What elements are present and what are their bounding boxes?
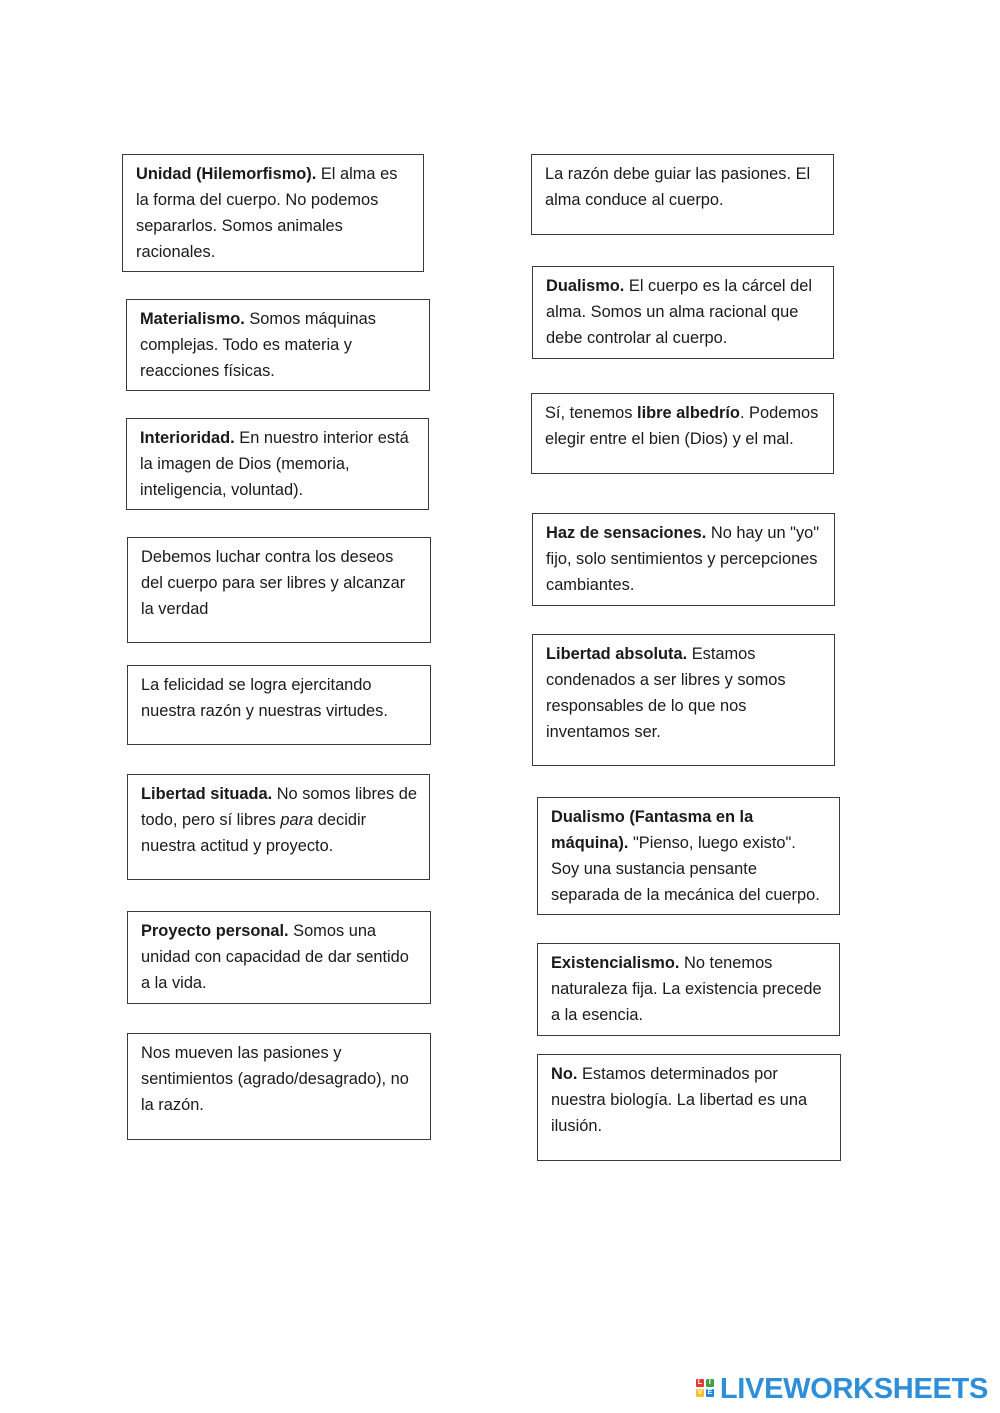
card-text: La razón debe guiar las pasiones. El alma conduce al cuerpo.	[545, 165, 811, 209]
card-text: "Pienso, luego existo". Soy una sustancia pensante separada de la mecánica del cuerpo.	[551, 834, 820, 904]
card-keyword: Existencialismo.	[551, 954, 680, 972]
card-keyword: libre albedrío	[637, 404, 740, 422]
card-keyword: Dualismo.	[546, 277, 625, 295]
card-keyword: Unidad (Hilemorfismo).	[136, 165, 317, 183]
card-text: Estamos determinados por nuestra biología. La libertad es una ilusión.	[551, 1065, 808, 1135]
card-libertad-situada[interactable]	[127, 774, 430, 880]
card-luchar-deseos[interactable]	[127, 537, 431, 643]
logo-wordmark: LIVEWORKSHEETS	[719, 1373, 988, 1405]
card-libre-albedrio[interactable]	[531, 393, 834, 474]
card-text: decidir nuestra actitud y proyecto.	[141, 811, 367, 855]
card-text: No tenemos naturaleza fija. La existencia precede a la esencia.	[551, 954, 822, 1024]
card-felicidad-razon[interactable]	[127, 665, 431, 745]
card-text: Nos mueven las pasiones y sentimientos (agrado/desagrado), no la razón.	[141, 1044, 409, 1114]
card-text: No hay un "yo" fijo, solo sentimientos y percepciones cambiantes.	[546, 524, 820, 594]
card-text: . Podemos elegir entre el bien (Dios) y el mal.	[545, 404, 819, 448]
card-keyword: Libertad situada.	[141, 785, 273, 803]
mark-letter: E	[707, 1389, 713, 1396]
card-razon-pasiones[interactable]	[531, 154, 834, 235]
card-text: El alma es la forma del cuerpo. No podemos separarlos. Somos animales racionales.	[136, 165, 398, 261]
card-haz-sensaciones[interactable]	[532, 513, 835, 606]
card-dualismo-fantasma[interactable]	[537, 797, 840, 915]
mark-letter: L	[697, 1379, 703, 1386]
liveworksheets-mark-icon	[696, 1377, 718, 1401]
card-proyecto-personal[interactable]	[127, 911, 431, 1004]
card-text: El cuerpo es la cárcel del alma. Somos un alma racional que debe controlar al cuerpo.	[546, 277, 813, 347]
card-keyword: No.	[551, 1065, 578, 1083]
card-text: Sí, tenemos	[545, 404, 638, 422]
card-keyword: Proyecto personal.	[141, 922, 289, 940]
card-keyword: Dualismo (Fantasma en la máquina).	[551, 808, 754, 852]
card-text: Somos una unidad con capacidad de dar sentido a la vida.	[141, 922, 409, 992]
mark-letter: V	[697, 1389, 703, 1396]
card-text: Estamos condenados a ser libres y somos responsables de lo que nos inventamos ser.	[546, 645, 786, 741]
card-unidad-hilemorfismo[interactable]	[122, 154, 424, 272]
card-text: Somos máquinas complejas. Todo es materia y reacciones físicas.	[140, 310, 376, 380]
card-keyword: Materialismo.	[140, 310, 245, 328]
card-materialismo[interactable]	[126, 299, 430, 391]
card-emphasis: para	[280, 811, 314, 829]
card-libertad-absoluta[interactable]	[532, 634, 835, 766]
card-text: En nuestro interior está la imagen de Dios (memoria, inteligencia, voluntad).	[140, 429, 409, 499]
card-keyword: Libertad absoluta.	[546, 645, 688, 663]
card-dualismo-carcel[interactable]	[532, 266, 834, 359]
card-text: La felicidad se logra ejercitando nuestra razón y nuestras virtudes.	[141, 676, 388, 720]
card-text: No somos libres de todo, pero sí libres	[141, 785, 417, 829]
card-keyword: Interioridad.	[140, 429, 235, 447]
liveworksheets-logo	[696, 1374, 988, 1404]
card-interioridad[interactable]	[126, 418, 429, 510]
card-keyword: Haz de sensaciones.	[546, 524, 707, 542]
card-pasiones-sentimientos[interactable]	[127, 1033, 431, 1140]
card-text: Debemos luchar contra los deseos del cuerpo para ser libres y alcanzar la verdad	[141, 548, 406, 618]
mark-letter: I	[706, 1379, 714, 1387]
card-no-determinados[interactable]	[537, 1054, 841, 1161]
card-existencialismo[interactable]	[537, 943, 840, 1036]
